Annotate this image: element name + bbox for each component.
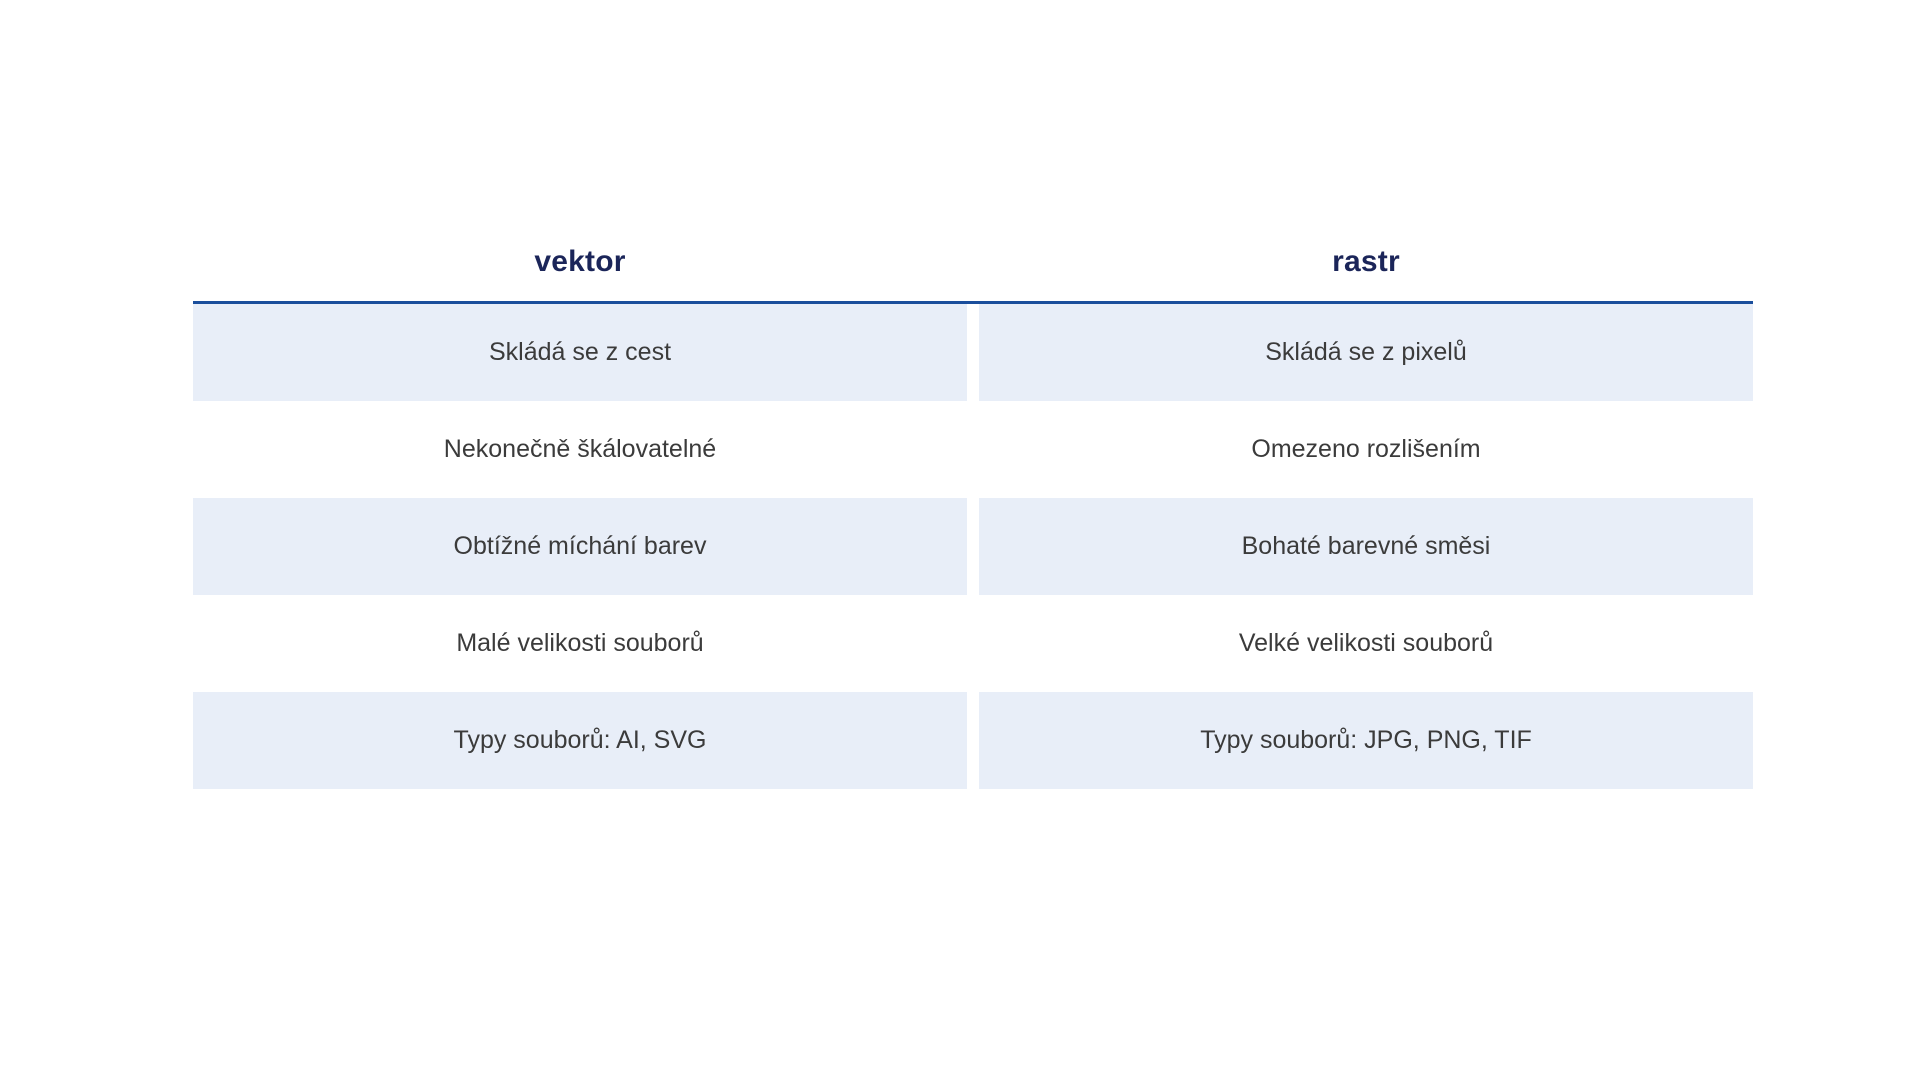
cell-rastr-2: Omezeno rozlišením xyxy=(979,401,1753,498)
cell-vektor-3: Obtížné míchání barev xyxy=(193,498,967,595)
cell-rastr-5: Typy souborů: JPG, PNG, TIF xyxy=(979,692,1753,789)
cell-rastr-3: Bohaté barevné směsi xyxy=(979,498,1753,595)
cell-vektor-5: Typy souborů: AI, SVG xyxy=(193,692,967,789)
table-row xyxy=(193,498,1753,595)
cell-vektor-1: Skládá se z cest xyxy=(193,304,967,401)
table-header-row xyxy=(193,245,1753,301)
table-row xyxy=(193,595,1753,692)
table-row xyxy=(193,401,1753,498)
column-header-vektor: vektor xyxy=(534,245,626,278)
cell-rastr-1: Skládá se z pixelů xyxy=(979,304,1753,401)
table-row xyxy=(193,692,1753,789)
cell-vektor-2: Nekonečně škálovatelné xyxy=(193,401,967,498)
cell-vektor-4: Malé velikosti souborů xyxy=(193,595,967,692)
comparison-table xyxy=(193,245,1753,789)
cell-rastr-4: Velké velikosti souborů xyxy=(979,595,1753,692)
table-row xyxy=(193,304,1753,401)
column-header-rastr: rastr xyxy=(1332,245,1400,278)
